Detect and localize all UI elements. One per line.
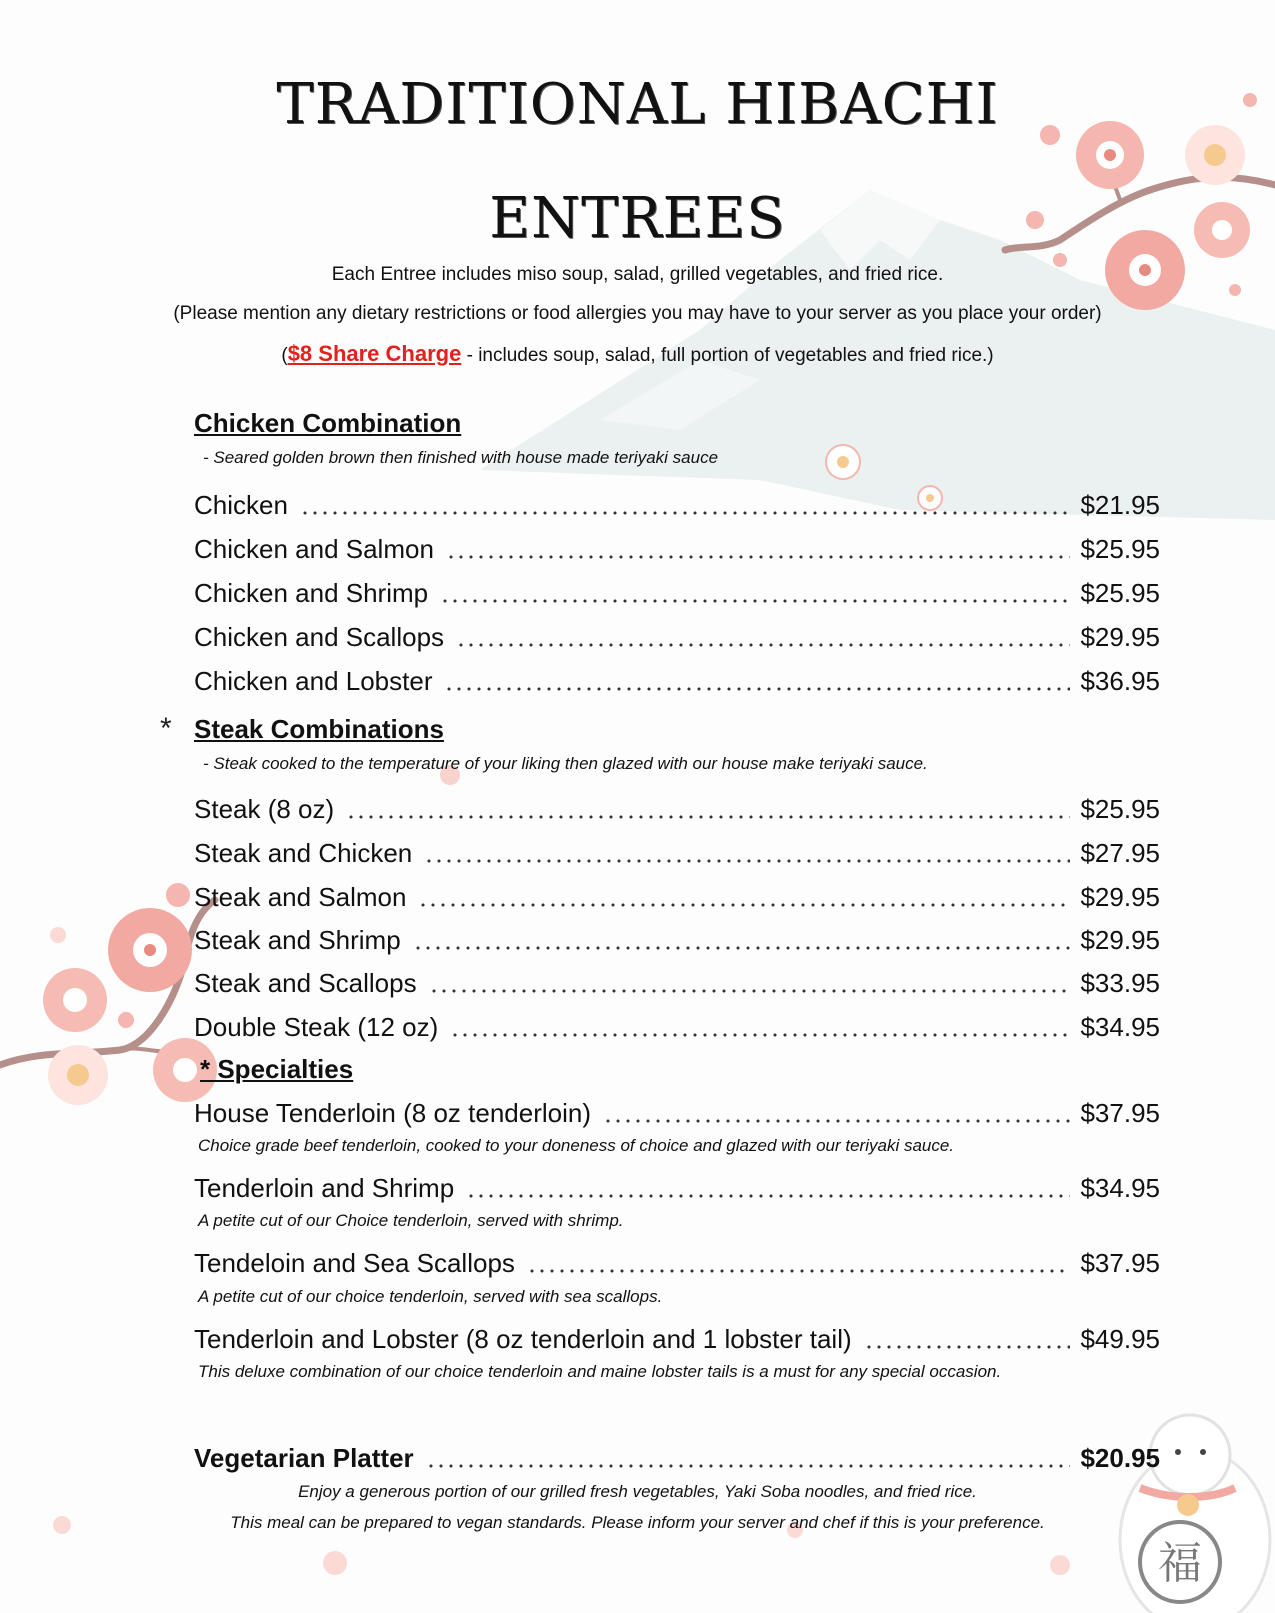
vegetarian-description-2: This meal can be prepared to vegan standards. Please inform your server and chef if this is your preference. [230,1513,1045,1532]
item-name: Steak and Salmon [194,882,407,912]
item-price: $34.95 [1080,1173,1160,1203]
menu-item [194,882,1160,916]
item-name: Tenderloin and Shrimp [194,1173,455,1203]
steak-section-title: Steak Combinations [194,714,444,744]
item-name: Steak and Chicken [194,838,413,868]
dot-leader [429,988,1071,994]
item-price: $49.95 [1080,1324,1160,1354]
dot-leader [418,902,1070,908]
menu-item [194,622,1160,656]
item-name: Chicken and Salmon [194,534,434,564]
item-description: Choice grade beef tenderloin, cooked to your doneness of choice and glazed with our teriyaki sauce. [198,1136,955,1155]
item-name: Tendeloin and Sea Scallops [194,1248,515,1278]
item-name: Chicken [194,490,288,520]
item-description: A petite cut of our Choice tenderloin, served with shrimp. [198,1211,624,1230]
item-name: House Tenderloin (8 oz tenderloin) [194,1098,591,1128]
intro-share-charge [0,341,1275,367]
menu-item [194,490,1160,524]
intro-included-items: Each Entree includes miso soup, salad, grilled vegetables, and fried rice. [331,264,944,285]
item-name: Steak (8 oz) [194,794,335,824]
dot-leader [346,814,1070,820]
dot-leader [603,1118,1070,1124]
share-charge-link[interactable]: $8 Share Charge [287,341,462,366]
paren-open: ( [281,345,288,366]
item-name: Chicken and Shrimp [194,578,429,608]
menu-item [194,1098,1160,1132]
item-price: $34.95 [1080,1012,1160,1042]
menu-item [194,578,1160,612]
item-price: $37.95 [1080,1098,1160,1128]
menu-item [194,794,1160,828]
item-name: Steak and Scallops [194,968,417,998]
item-name: Chicken and Scallops [194,622,445,652]
chicken-section-description: - Seared golden brown then finished with house made teriyaki sauce [203,448,719,467]
menu-item [194,968,1160,1002]
dot-leader [456,642,1070,648]
chicken-section-title: Chicken Combination [194,408,462,438]
item-price: $36.95 [1080,666,1160,696]
menu-item [194,534,1160,568]
page-title-line-2: ENTREES [489,186,786,251]
intro-dietary-note: (Please mention any dietary restrictions or food allergies you may have to your server as you place your order) [173,303,1102,324]
item-price: $29.95 [1080,882,1160,912]
item-price: $29.95 [1080,622,1160,652]
dot-leader [424,858,1070,864]
menu-item [194,925,1160,959]
dot-leader [864,1344,1071,1350]
dot-leader [300,510,1071,516]
menu-item [194,1173,1160,1207]
item-price: $29.95 [1080,925,1160,955]
item-price: $20.95 [1080,1443,1160,1473]
dot-leader [426,1463,1071,1469]
item-price: $37.95 [1080,1248,1160,1278]
menu-item [194,1324,1160,1358]
item-price: $27.95 [1080,838,1160,868]
dot-leader [446,554,1071,560]
specialties-section-title: * Specialties [200,1054,354,1084]
menu-item [194,666,1160,700]
item-price: $33.95 [1080,968,1160,998]
lucky-cat-glyph: 福 [1158,1538,1202,1589]
page-title-line-1: TRADITIONAL HIBACHI [276,72,999,137]
item-description: A petite cut of our choice tenderloin, served with sea scallops. [198,1287,663,1306]
item-name: Steak and Shrimp [194,925,401,955]
dot-leader [413,945,1071,951]
item-name: Double Steak (12 oz) [194,1012,439,1042]
steak-star-marker: * [160,712,172,745]
menu-item [194,838,1160,872]
menu-item [194,1248,1160,1282]
menu-item-vegetarian [194,1443,1160,1477]
vegetarian-description-1: Enjoy a generous portion of our grilled fresh vegetables, Yaki Soba noodles, and fried rice. [298,1482,977,1501]
item-description: This deluxe combination of our choice tenderloin and maine lobster tails is a must for any special occasion. [198,1362,1002,1381]
item-price: $25.95 [1080,794,1160,824]
dot-leader [440,598,1070,604]
item-name: Tenderloin and Lobster (8 oz tenderloin and 1 lobster tail) [194,1324,852,1354]
item-price: $25.95 [1080,534,1160,564]
item-price: $21.95 [1080,490,1160,520]
share-charge-details: - includes soup, salad, full portion of vegetables and fried rice.) [461,345,994,366]
dot-leader [466,1193,1070,1199]
dot-leader [444,686,1070,692]
dot-leader [450,1032,1070,1038]
item-name: Vegetarian Platter [194,1443,414,1473]
steak-section-description: - Steak cooked to the temperature of your liking then glazed with our house make teriyaki sauce. [203,754,928,773]
item-price: $25.95 [1080,578,1160,608]
item-name: Chicken and Lobster [194,666,433,696]
dot-leader [527,1268,1071,1274]
menu-item [194,1012,1160,1046]
